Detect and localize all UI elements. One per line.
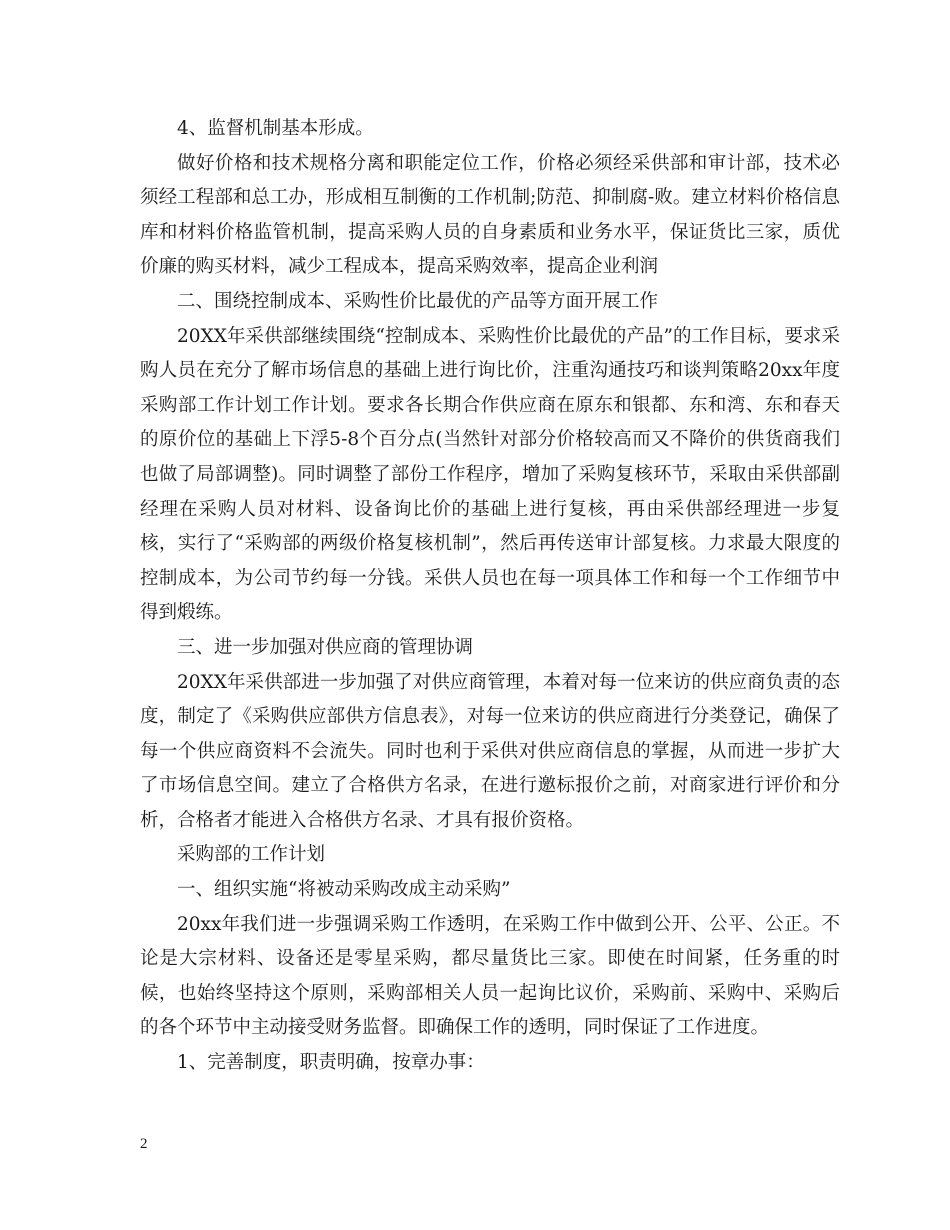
heading-active-procurement: 一、组织实施“将被动采购改成主动采购” — [177, 879, 511, 901]
heading-supervision-mechanism: 4、监督机制基本形成。 — [177, 118, 374, 139]
paragraph-supplier-management: 20XX年采供部进一步加强了对供应商管理，本着对每一位来访的供应商负责的态度，制定了《采购供应部供方信息表》，对每一位来访的供应商进行分类登记，确保了每一个供应商资料不会流失。同时也利于采供对供应商信息的掌握，从而进一步扩大了市场信息空间。建立了合格供方名录，在进行邀标报价之前，对商家进行评价和分析，合格者才能进入合格供方名录、才具有报价资格。 — [140, 671, 840, 831]
paragraph-transparency: 20xx年我们进一步强调采购工作透明，在采购工作中做到公开、公平、公正。不论是大宗材料、设备还是零星采购，都尽量货比三家。即使在时间紧，任务重的时候，也始终坚持这个原则，采购部相关人员一起询比议价，采购前、采购中、采购后的各个环节中主动接受财务监督。即确保工作的透明，同时保证了工作进度。 — [140, 913, 840, 1039]
paragraph-cost-control: 20XX年采供部继续围绕“控制成本、采购性价比最优的产品”的工作目标，要求采购人员在充分了解市场信息的基础上进行询比价，注重沟通技巧和谈判策略20xx年度采购部工作计划工作计划。要求各长期合作供应商在原东和银都、东和湾、东和春天的原价位的基础上下浮5-8个百分点(当然针对部分价格较高而又不降价的供货商我们也做了局部调整)。同时调整了部份工作程序，增加了采购复核环节，采取由采供部副经理在采购人员对材料、设备询比价的基础上进行复核，再由采供部经理进一步复核，实行了“采购部的两级价格复核机制”，然后再传送审计部复核。力求最大限度的控制成本，为公司节约每一分钱。采供人员也在每一项具体工作和每一个工作细节中得到煅练。 — [140, 325, 840, 624]
paragraph-price-separation: 做好价格和技术规格分离和职能定位工作，价格必须经采供部和审计部，技术必须经工程部和总工办，形成相互制衡的工作机制;防范、抑制腐-败。建立材料价格信息库和材料价格监管机制，提高采购人员的自身素质和业务水平，保证货比三家，质优价廉的购买材料，减少工程成本，提高采购效率，提高企业利润 — [140, 152, 840, 278]
heading-supplier-management: 三、进一步加强对供应商的管理协调 — [177, 636, 474, 658]
heading-cost-control: 二、围绕控制成本、采购性价比最优的产品等方面开展工作 — [177, 290, 659, 312]
body-text — [140, 112, 840, 1081]
page-number: 2 — [140, 1136, 148, 1152]
heading-improve-system: 1、完善制度，职责明确，按章办事： — [177, 1052, 485, 1074]
heading-work-plan: 采购部的工作计划 — [177, 844, 326, 866]
